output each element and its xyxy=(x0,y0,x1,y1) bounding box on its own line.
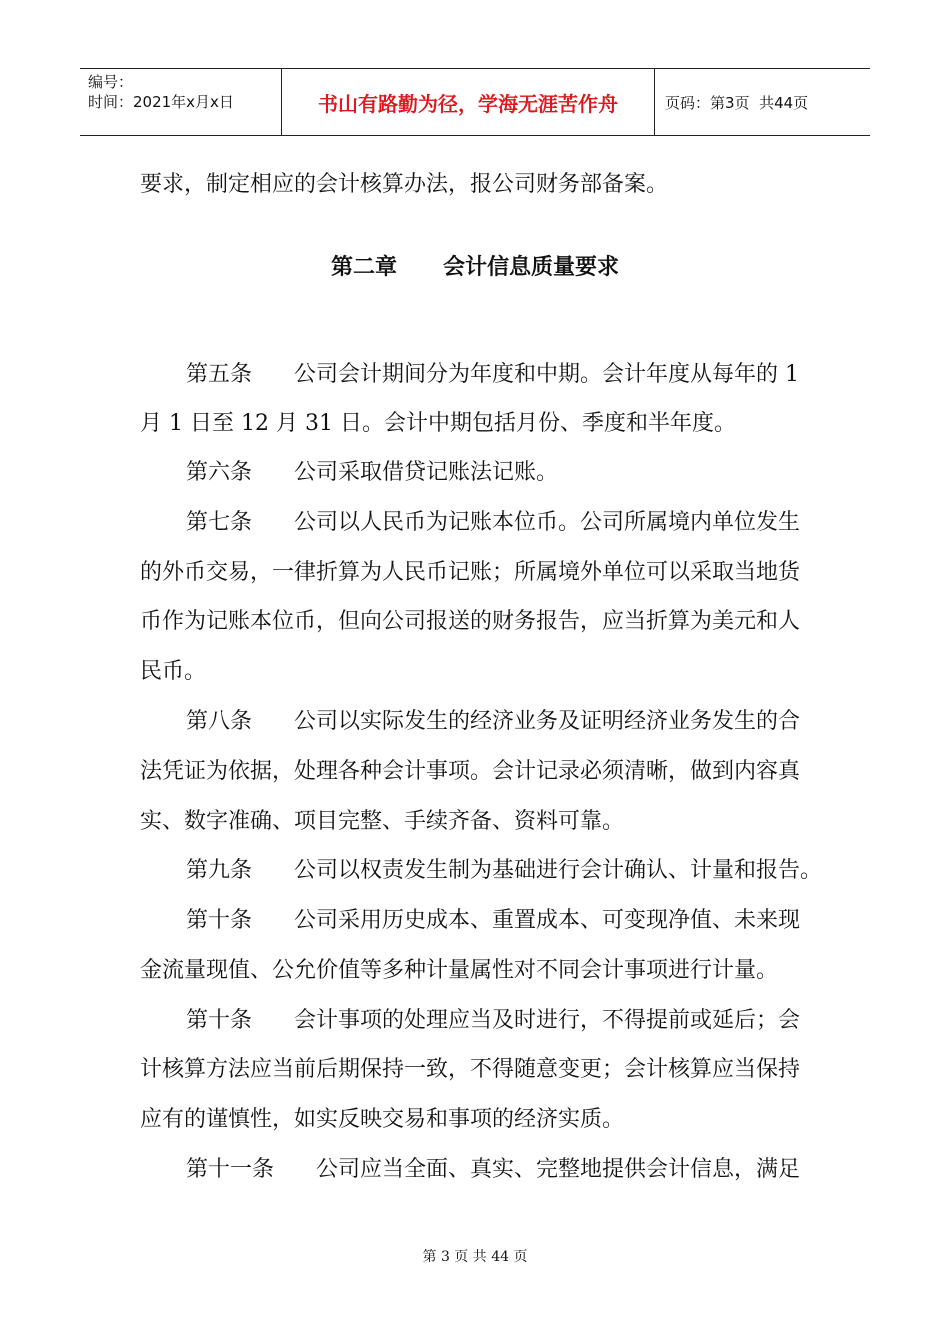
article-6: 第六条 公司采取借贷记账法记账。 xyxy=(186,460,558,485)
body-line: 要求，制定相应的会计核算办法，报公司财务部备案。 xyxy=(140,172,669,197)
motto-text: 书山有路勤为径，学海无涯苦作舟 xyxy=(318,91,618,116)
body-line: 计核算方法应当前后期保持一致，不得随意变更；会计核算应当保持 xyxy=(140,1057,801,1082)
body-line: 实、数字准确、项目完整、手续齐备、资料可靠。 xyxy=(140,809,625,834)
body-line: 的外币交易，一律折算为人民币记账；所属境外单位可以采取当地货 xyxy=(140,560,801,585)
article-10: 第十条 公司采用历史成本、重置成本、可变现净值、未来现 xyxy=(186,908,800,933)
article-11: 第十一条 公司应当全面、真实、完整地提供会计信息，满足 xyxy=(186,1157,800,1182)
chapter-title: 第二章 会计信息质量要求 xyxy=(331,255,619,280)
time-label: 时间：2021年x月x日 xyxy=(88,93,234,111)
number-label: 编号： xyxy=(88,73,134,91)
header-page-cell xyxy=(655,69,870,135)
body-line: 法凭证为依据，处理各种会计事项。会计记录必须清晰，做到内容真 xyxy=(140,759,801,784)
body-line: 民币。 xyxy=(140,659,207,684)
article-8: 第八条 公司以实际发生的经济业务及证明经济业务发生的合 xyxy=(186,709,800,734)
body-line: 币作为记账本位币，但向公司报送的财务报告，应当折算为美元和人 xyxy=(140,609,801,634)
article-9: 第九条 公司以权责发生制为基础进行会计确认、计量和报告。 xyxy=(186,858,822,883)
header-meta xyxy=(80,69,281,135)
body-line: 应有的谨慎性，如实反映交易和事项的经济实质。 xyxy=(140,1107,625,1132)
header-motto-cell xyxy=(281,69,655,135)
article-10b: 第十条 会计事项的处理应当及时进行，不得提前或延后；会 xyxy=(186,1008,800,1033)
header-page-label: 页码：第3页 共44页 xyxy=(665,93,809,112)
article-5: 第五条 公司会计期间分为年度和中期。会计年度从每年的 1 xyxy=(186,362,799,387)
body-line: 月 1 日至 12 月 31 日。会计中期包括月份、季度和半年度。 xyxy=(140,411,736,436)
body-line: 金流量现值、公允价值等多种计量属性对不同会计事项进行计量。 xyxy=(140,958,779,983)
page-footer: 第 3 页 共 44 页 xyxy=(422,1249,528,1265)
article-7: 第七条 公司以人民币为记账本位币。公司所属境内单位发生 xyxy=(186,510,800,535)
page-header xyxy=(80,68,870,136)
